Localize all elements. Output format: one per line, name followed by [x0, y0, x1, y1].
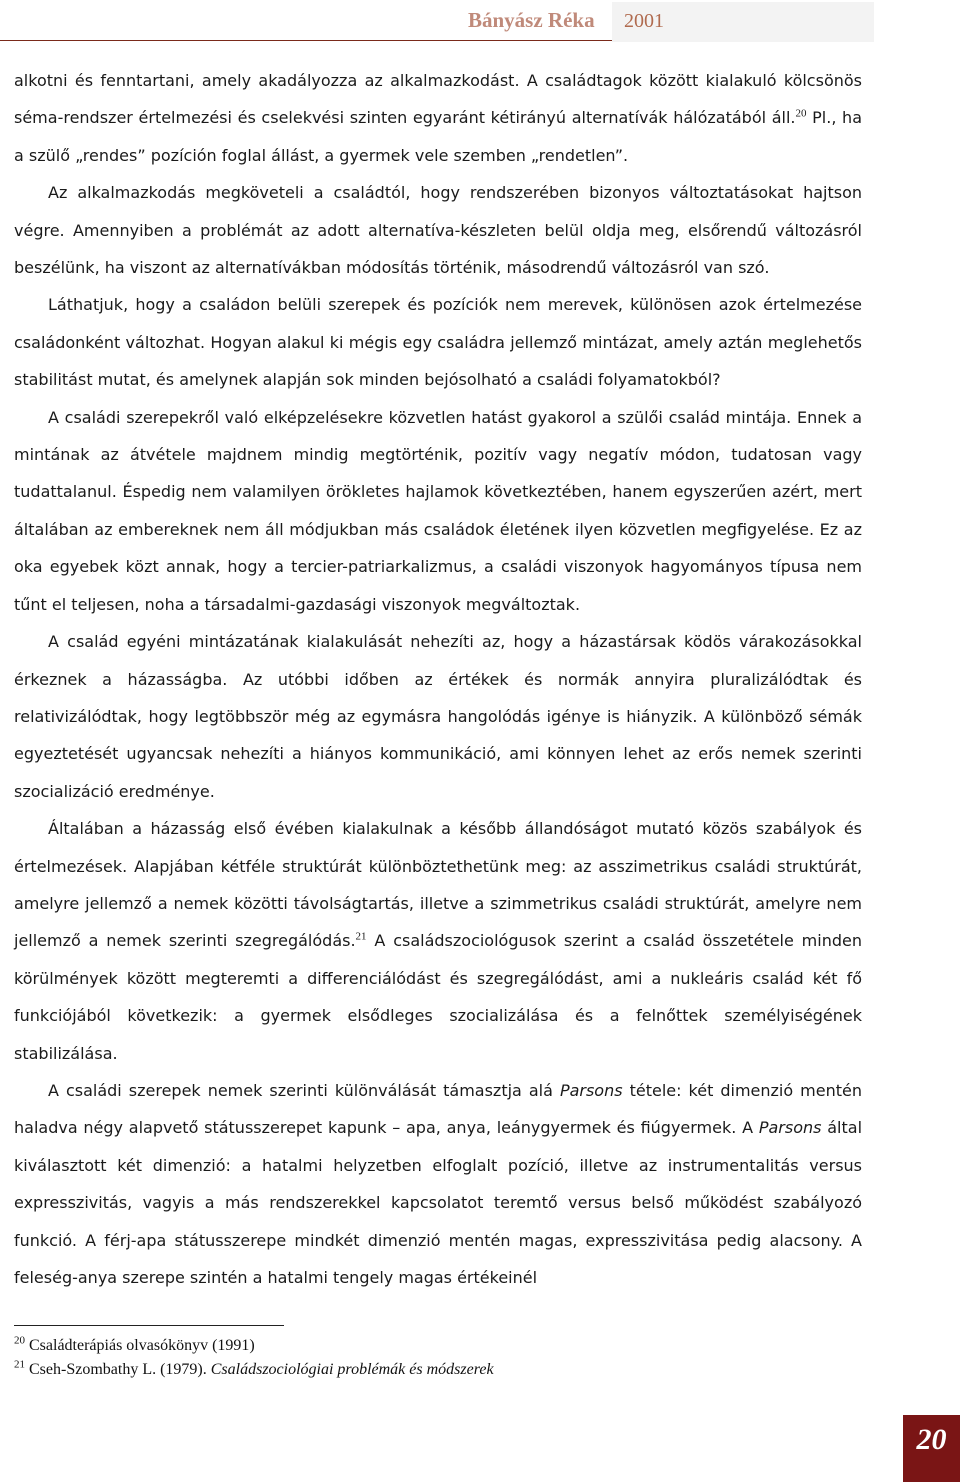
page-header [0, 0, 960, 42]
header-author: Bányász Réka [468, 8, 595, 32]
footnote [14, 1358, 494, 1382]
footnote-text: Családterápiás olvasókönyv (1991) [25, 1337, 255, 1354]
header-year: 2001 [624, 10, 664, 32]
footnote-rule [14, 1325, 284, 1326]
paragraph [14, 399, 862, 623]
footnote [14, 1334, 494, 1358]
footnote-ref: 20 [795, 108, 807, 121]
footnotes [14, 1334, 494, 1382]
paragraph [14, 286, 862, 398]
footnote-title: Családszociológiai problémák és módszerek [210, 1361, 494, 1378]
footnote-ref: 21 [355, 931, 367, 944]
page-number: 20 [916, 1423, 947, 1456]
page-number-box [903, 1415, 960, 1482]
text-run: A családi szerepek nemek szerinti különválását támasztja alá [48, 1080, 560, 1100]
text-run: A családszociológusok szerint a család összetétele minden körülmények között megteremti a differenciálódást és szegregálódást, ami a nukleáris család két fő funkciójából következik: a gyermek elsődleges szocializálása és a felnőttek személyiségének stabilizálása. [14, 931, 862, 1063]
text-run: tétele: két dimenzió mentén haladva négy alapvető státusszerepet kapunk – apa, anya, leánygyermek és fiúgyermek. A [14, 1080, 863, 1138]
text-run: által kiválasztott két dimenzió: a hatalmi helyzetben elfoglalt pozíció, illetve az instrumentalitás versus expresszivitás, vagyis a más rendszerekkel kapcsolatot teremtő versus belső működést szabályozó funkció. A férj-apa státusszerepe mindkét dimenzió mentén magas, expresszivitása pedig alacsony. A feleség-anya szerepe szintén a hatalmi tengely magas értékeinél [14, 1118, 863, 1287]
header-rule [0, 40, 612, 41]
paragraph [14, 174, 862, 286]
text-run: Pl., ha a szülő „rendes” pozíción foglal állást, a gyermek vele szemben „rendetlen”. [14, 108, 862, 165]
text-run: Általában a házasság első évében kialakulnak a később állandóságot mutató közös szabályok és értelmezések. Alapjában kétféle struktúrát különböztethetünk meg: az asszimetrikus családi struktúrát, amelyre jellemző a nemek közötti távolságtartás, illetve a szimmetrikus családi struktúrát, amelyre nem jellemző a nemek szerinti szegregálódás. [14, 819, 862, 951]
footnote-number: 21 [14, 1358, 25, 1371]
text-run: A családi szerepekről való elképzelésekre közvetlen hatást gyakorol a szülői család mintája. Ennek a mintának az átvétele majdnem mindig megtörténik, pozitív vagy negatív módon, tudatosan vagy tudattalanul. Éspedig nem valamilyen örökletes hajlamok következtében, hanem egyszerűen azért, mert általában az embereknek nem áll módjukban más családok életének ilyen közvetlen megfigyelése. Ez az oka egyebek közt annak, hogy a tercier-patriarkalizmus, a családi viszonyok hagyományos típusa nem tűnt el teljesen, noha a társadalmi-gazdasági viszonyok megváltoztak. [14, 407, 862, 614]
footnote-number: 20 [14, 1334, 25, 1347]
paragraph [14, 1072, 862, 1296]
paragraph [14, 810, 862, 1072]
text-run: Láthatjuk, hogy a családon belüli szerepek és pozíciók nem merevek, különösen azok értelmezése családonként változhat. Hogyan alakul ki mégis egy családra jellemző mintázat, amely aztán meglehetős stabilitást mutat, és amelynek alapján sok minden bejósolható a családi folyamatokból? [14, 295, 862, 390]
italic-text: Parsons [559, 1080, 623, 1100]
body-text [14, 62, 862, 1296]
paragraph [14, 623, 862, 810]
paragraph [14, 62, 862, 174]
header-year-box [612, 2, 874, 42]
text-run: A család egyéni mintázatának kialakulását nehezíti az, hogy a házastársak ködös várakozásokkal érkeznek a házasságba. Az utóbbi időben az értékek és normák annyira pluralizálódtak és relativizálódtak, hogy legtöbbször még az egymásra hangolódás igénye is hiányzik. A különböző sémák egyeztetését ugyancsak nehezíti a hiányos kommunikáció, ami könnyen lehet az erős nemek szerinti szocializáció eredménye. [14, 632, 862, 801]
footnote-text: Cseh-Szombathy L. (1979). [25, 1361, 211, 1378]
text-run: Az alkalmazkodás megköveteli a családtól, hogy rendszerében bizonyos változtatásokat hajtson végre. Amennyiben a problémát az adott alternatíva-készleten belül oldja meg, elsőrendű változásról beszélünk, ha viszont az alternatívákban módosítás történik, másodrendű változásról van szó. [14, 183, 862, 278]
italic-text: Parsons [758, 1118, 822, 1138]
text-run: alkotni és fenntartani, amely akadályozza az alkalmazkodást. A családtagok között kialakuló kölcsönös séma-rendszer értelmezési és cselekvési szinten egyaránt kétirányú alternatívák hálózatából áll. [14, 71, 862, 128]
